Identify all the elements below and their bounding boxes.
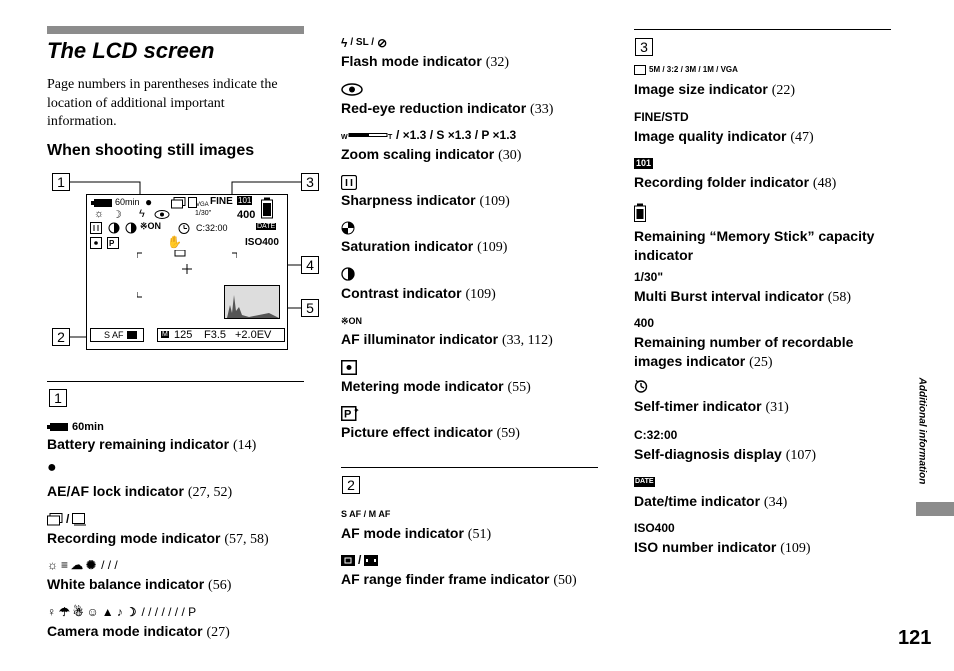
center-af-icon (341, 555, 355, 566)
aeaf-lock-symbol: ● (47, 459, 57, 476)
camera-mode-label: Camera mode indicator (47, 623, 203, 639)
lcd-shake-warning-icon: ✋ (167, 235, 182, 249)
svg-text:P: P (344, 408, 352, 420)
white-balance-label: White balance indicator (47, 576, 205, 592)
camera-mode-entry: ♀ ☂ ☃ ☺ ▲ ♪ ☽ / / / / / / / P Camera mode indicator (27) (47, 605, 230, 640)
metering-symbol (341, 359, 531, 375)
lcd-remaining-text: 400 (237, 209, 256, 221)
white-balance-symbol: ☼ ≡ ☁ ✺ / / / (47, 558, 118, 572)
section-2-rule (341, 467, 598, 468)
recording-folder-entry: 101 Recording folder indicator (48) (634, 155, 836, 193)
sharpness-symbol (341, 174, 510, 190)
beach-icon: ☂ (59, 605, 70, 619)
lcd-diag-text: C:32:00 (196, 223, 228, 233)
battery-page: (14) (232, 438, 257, 453)
recording-folder-label: Recording folder indicator (634, 174, 810, 190)
self-timer-entry: Self-timer indicator (31) (634, 378, 789, 417)
page-title: The LCD screen (47, 38, 215, 63)
battery-entry (47, 419, 256, 455)
interval-label: Multi Burst interval indicator (634, 288, 824, 304)
zoom-symbol-text: / ×1.3 / S ×1.3 / P ×1.3 (396, 128, 517, 142)
af-illuminator-label: AF illuminator indicator (341, 331, 499, 347)
side-tab-marker (916, 502, 954, 516)
lcd-range-finder-frame (137, 250, 237, 300)
portrait-icon: ☺ (86, 605, 99, 619)
twilight-portrait-icon: ♪ (116, 605, 123, 619)
self-diagnosis-symbol: C:32:00 (634, 428, 678, 442)
lcd-quality-text: FINE (210, 196, 233, 207)
section-3-number: 3 (635, 38, 653, 56)
lcd-redeye-icon (154, 210, 170, 219)
camera-mode-symbol: ♀ ☂ ☃ ☺ ▲ ♪ ☽ / / / / / / / P (47, 605, 197, 619)
lcd-flash-icon: ϟ (139, 208, 145, 220)
af-range-symbol: / (341, 552, 577, 568)
snow-icon: ☃ (72, 605, 84, 619)
date-time-entry: DATE Date/time indicator (34) (634, 474, 787, 512)
sharpness-label: Sharpness indicator (341, 192, 476, 208)
cloudy-icon: ☁ (71, 558, 84, 572)
lcd-size-text: VGA (196, 202, 209, 208)
lcd-aperture-text: F3.5 (204, 329, 227, 341)
zoom-entry: W T / ×1.3 / S ×1.3 / P ×1.3 Zoom scaling indicator (30) (341, 128, 522, 163)
lcd-contrast-icon (125, 222, 137, 234)
burst-mode-icon (47, 513, 63, 526)
callout-3: 3 (301, 173, 319, 191)
lcd-night-icon: ☽ (112, 209, 122, 221)
section-2-number: 2 (342, 476, 360, 494)
remaining-images-label: Remaining number of recordable images indicator (634, 334, 854, 369)
contrast-icon (341, 267, 355, 281)
iso-entry: ISO400 ISO number indicator (109) (634, 521, 811, 556)
aeaf-lock-entry: ● AE/AF lock indicator (27, 52) (47, 459, 233, 500)
recording-mode-icon (171, 197, 187, 209)
flash-off-icon: ⊘ (377, 36, 388, 50)
lcd-folder-text: 101 (238, 196, 252, 205)
daylight-icon: ☼ (47, 558, 58, 572)
redeye-entry: Red-eye reduction indicator (33) (341, 81, 553, 119)
self-timer-symbol (634, 378, 789, 394)
redeye-symbol (341, 81, 553, 97)
af-range-label: AF range finder frame indicator (341, 571, 550, 587)
callout-5: 5 (301, 299, 319, 317)
lcd-self-timer-icon (178, 222, 190, 234)
lcd-saturation-icon (108, 222, 120, 234)
lcd-af-text: S AF (104, 330, 124, 340)
incandescent-icon: ✺ (86, 558, 97, 572)
battery-symbol: 60min (47, 419, 256, 435)
subheading: When shooting still images (47, 142, 255, 159)
saturation-icon (341, 221, 355, 235)
multi-burst-icon (72, 513, 88, 526)
image-size-entry: 5M / 3:2 / 3M / 1M / VGA Image size indicator (22) (634, 62, 795, 100)
self-diagnosis-label: Self-diagnosis display (634, 446, 782, 462)
remaining-images-entry: 400 Remaining number of recordable images indicator (25) (634, 315, 892, 372)
lcd-iso-text: ISO400 (245, 237, 279, 248)
af-range-entry: / AF range finder frame indicator (50) (341, 553, 577, 588)
callout-2: 2 (52, 328, 70, 346)
af-mode-label: AF mode indicator (341, 525, 464, 541)
memory-stick-entry (634, 203, 892, 264)
battery-icon (47, 422, 69, 432)
sharpness-icon (341, 175, 357, 190)
svg-text:T: T (388, 133, 393, 140)
side-tab-label: Additional information (916, 377, 928, 485)
recording-mode-label: Recording mode indicator (47, 530, 221, 546)
self-timer-label: Self-timer indicator (634, 398, 762, 414)
lcd-date-text: DATE (257, 223, 276, 230)
redeye-label: Red-eye reduction indicator (341, 100, 527, 116)
metering-label: Metering mode indicator (341, 378, 504, 394)
lcd-screen-diagram (86, 194, 288, 350)
lcd-ev-text: +2.0EV (235, 329, 272, 341)
auto-adjust-icon: ♀ (47, 605, 56, 619)
contrast-entry: Contrast indicator (109) (341, 266, 496, 304)
memory-stick-icon (634, 203, 646, 222)
image-size-symbol: 5M / 3:2 / 3M / 1M / VGA (634, 62, 795, 78)
svg-text:✦: ✦ (353, 405, 360, 415)
picture-effect-icon (341, 406, 361, 421)
folder-icon: 101 (636, 157, 652, 168)
battery-icon (91, 198, 113, 208)
af-illuminator-entry: ※ON AF illuminator indicator (33, 112) (341, 313, 553, 350)
interval-entry: 1/30" Multi Burst interval indicator (58) (634, 270, 852, 305)
contrast-label: Contrast indicator (341, 285, 462, 301)
page-number: 121 (898, 627, 932, 649)
zoom-bar-icon (341, 131, 393, 140)
af-mode-symbol: S AF / M AF (341, 509, 391, 519)
image-size-icon (634, 65, 646, 76)
aeaf-lock-label: AE/AF lock indicator (47, 483, 184, 499)
image-quality-entry: FINE/STD Image quality indicator (47) (634, 110, 814, 145)
remaining-images-symbol: 400 (634, 316, 655, 330)
memory-stick-label: Remaining “Memory Stick” capacity indicator (634, 228, 875, 263)
image-size-label: Image size indicator (634, 81, 768, 97)
image-quality-label: Image quality indicator (634, 128, 787, 144)
picture-effect-label: Picture effect indicator (341, 424, 493, 440)
svg-text:P: P (109, 239, 115, 248)
saturation-label: Saturation indicator (341, 238, 474, 254)
twilight-icon: ☽ (125, 605, 137, 619)
lcd-af-illuminator-icon: ※ON (140, 221, 162, 231)
iso-symbol: ISO400 (634, 521, 675, 535)
section-3-rule (634, 29, 891, 30)
zoom-label: Zoom scaling indicator (341, 146, 495, 162)
callout-4: 4 (301, 256, 319, 274)
date-icon: DATE (635, 478, 654, 485)
flash-mode-entry: ϟ / SL / ⊘ Flash mode indicator (32) (341, 36, 510, 70)
intro-text: Page numbers in parentheses indicate the location of additional important information. (47, 77, 278, 129)
landscape-icon: ▲ (101, 605, 114, 619)
interval-symbol: 1/30" (634, 270, 664, 284)
red-eye-icon (341, 83, 363, 96)
svg-text:W: W (341, 133, 348, 140)
lcd-sharpness-icon (90, 222, 102, 234)
self-timer-icon (634, 379, 648, 393)
picture-effect-entry: P ✦ Picture effect indicator (59) (341, 405, 520, 441)
white-balance-entry: ☼ ≡ ☁ ✺ / / / White balance indicator (56) (47, 558, 232, 593)
af-mode-entry: S AF / M AF AF mode indicator (51) (341, 506, 491, 544)
af-illuminator-icon: ※ON (341, 316, 363, 326)
lcd-battery-text: 60min (115, 197, 140, 207)
section-1-number: 1 (49, 389, 67, 407)
fluorescent-icon: ≡ (61, 558, 69, 572)
zoom-symbol (341, 127, 521, 143)
lcd-wb-icon: ☼ (94, 208, 105, 220)
image-quality-symbol: FINE/STD (634, 110, 689, 124)
contrast-symbol (341, 266, 496, 282)
section-1-rule (47, 381, 304, 382)
recording-mode-entry: / Recording mode indicator (57, 58) (47, 512, 269, 547)
recording-folder-symbol (634, 155, 836, 171)
lcd-metering-icon (90, 237, 102, 249)
saturation-entry: Saturation indicator (109) (341, 220, 507, 257)
lcd-exposure-icon: M (162, 331, 168, 338)
self-diagnosis-entry: C:32:00 Self-diagnosis display (107) (634, 428, 817, 463)
recording-mode-symbol: / (47, 511, 269, 527)
metering-entry: Metering mode indicator (55) (341, 359, 531, 397)
lcd-histogram (224, 285, 280, 319)
lcd-shutter-text: 125 (174, 329, 193, 341)
saturation-symbol (341, 220, 507, 236)
lcd-interval-text: 1/30" (195, 210, 212, 217)
date-time-label: Date/time indicator (634, 493, 761, 509)
flash-mode-label: Flash mode indicator (341, 53, 482, 69)
flash-icon: ϟ (341, 36, 348, 50)
picture-effect-symbol (341, 405, 520, 421)
multipoint-af-icon (364, 555, 378, 566)
lcd-picture-effect-icon (107, 237, 121, 249)
date-time-symbol (634, 474, 787, 490)
spot-metering-icon (341, 360, 357, 375)
iso-label: ISO number indicator (634, 539, 777, 555)
callout-1: 1 (52, 173, 70, 191)
lcd-memory-stick-icon (261, 197, 273, 219)
sharpness-entry: Sharpness indicator (109) (341, 174, 510, 211)
af-illuminator-symbol (341, 313, 553, 329)
battery-label: Battery remaining indicator (47, 436, 230, 452)
flash-mode-symbol: ϟ / SL / ⊘ (341, 36, 388, 50)
lcd-af-frame-icon (127, 331, 137, 339)
side-tab-label-box (914, 366, 930, 496)
lcd-aeaf-lock-icon: ● (145, 195, 153, 209)
